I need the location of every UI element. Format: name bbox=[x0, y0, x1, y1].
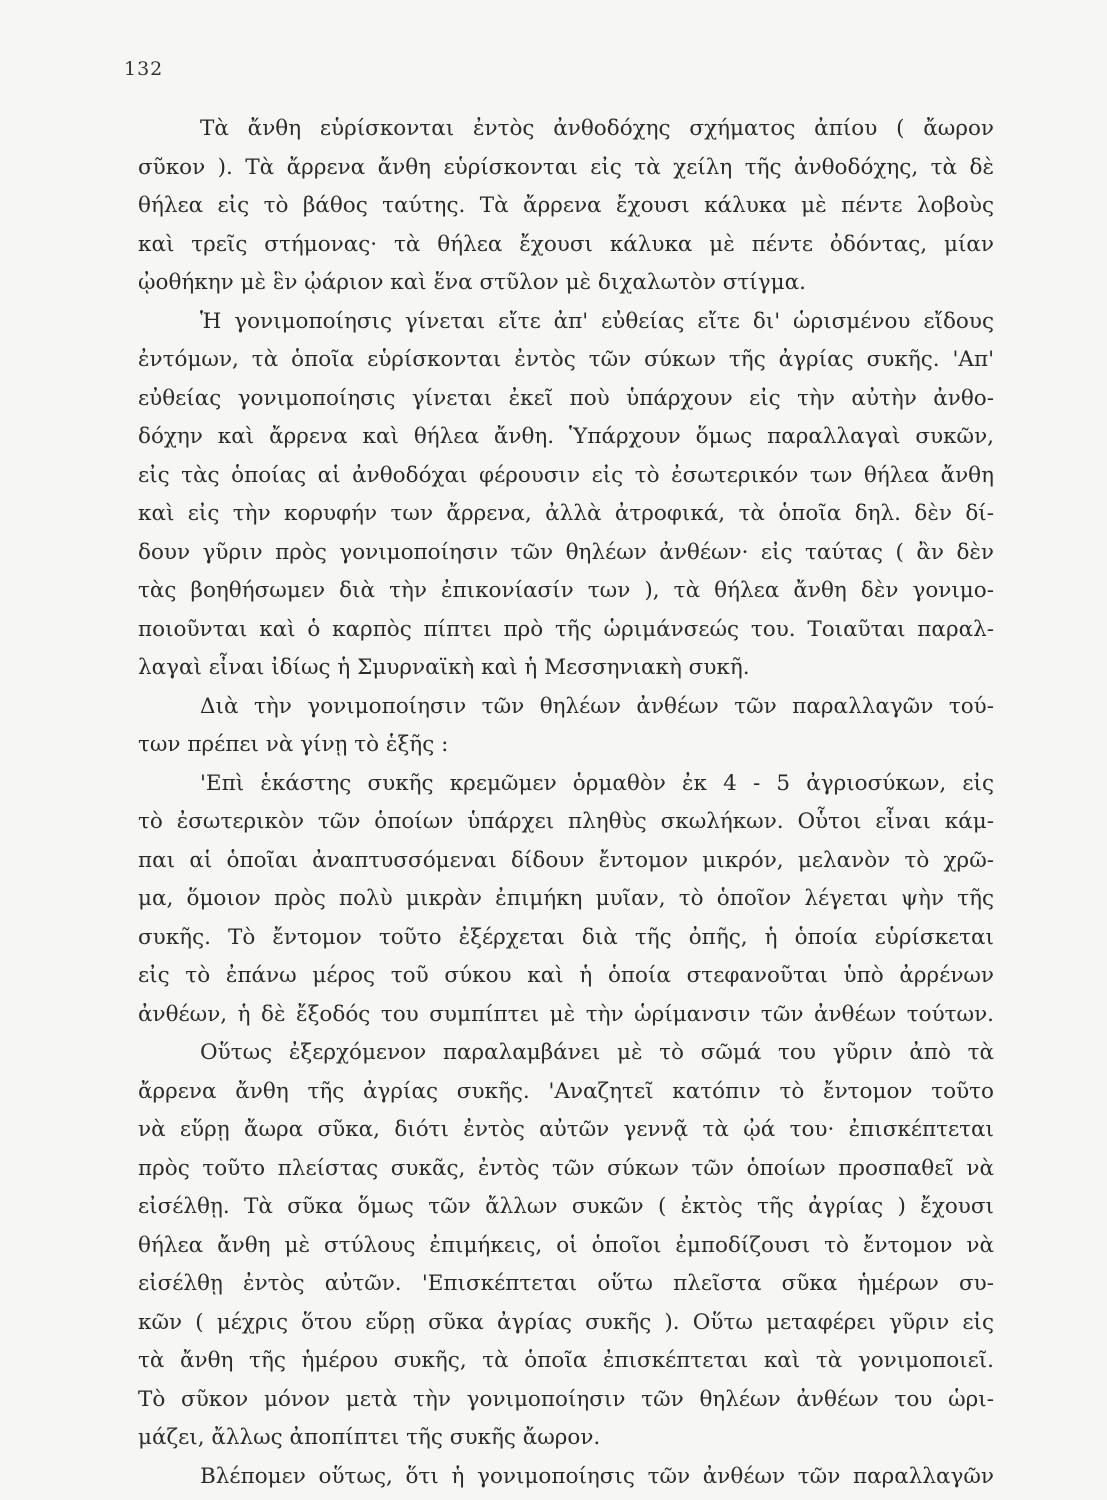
text-line: των πρέπει νὰ γίνῃ τὸ ἑξῆς : bbox=[138, 732, 449, 757]
text-line: ἐντόμων, τὰ ὁποῖα εὑρίσκονται ἐντὸς τῶν σύκων τῆς ἀγρίας συκῆς. 'Απ' bbox=[138, 347, 994, 372]
text-line: πρὸς τοῦτο πλείστας συκᾶς, ἐντὸς τῶν σύκων τῶν ὁποίων προσπαθεῖ νὰ bbox=[138, 1155, 994, 1181]
text-line: ᾠοθήκην μὲ ἓν ᾠάριον καὶ ἕνα στῦλον μὲ διχαλωτὸν στίγμα. bbox=[138, 270, 806, 295]
text-line: κῶν ( μέχρις ὅτου εὕρῃ σῦκα ἀγρίας συκῆς ). Οὕτω μεταφέρει γῦριν εἰς bbox=[138, 1309, 994, 1335]
text-line: εἰς τὰς ὁποίας αἱ ἀνθοδόχαι φέρουσιν εἰς τὸ ἐσωτερικόν των θήλεα ἄνθη bbox=[138, 462, 994, 488]
text-line: τὰς βοηθήσωμεν διὰ τὴν ἐπικονίασίν των ), τὰ θήλεα ἄνθη δὲν γονιμο- bbox=[138, 578, 994, 603]
text-line: μα, ὅμοιον πρὸς πολὺ μικρὰν ἐπιμήκη μυῖαν, τὸ ὁποῖον λέγεται ψὴν τῆς bbox=[138, 886, 994, 911]
text-line: Τὸ σῦκον μόνον μετὰ τὴν γονιμοποίησιν τῶν θηλέων ἀνθέων του ὡρι- bbox=[138, 1386, 994, 1412]
text-line: εὐθείας γονιμοποίησις γίνεται ἐκεῖ ποὺ ὑπάρχουν εἰς τὴν αὐτὴν ἀνθο- bbox=[138, 385, 994, 411]
text-line: νὰ εὕρῃ ἄωρα σῦκα, διότι ἐντὸς αὐτῶν γεννᾷ τὰ ᾠά του· ἐπισκέπτεται bbox=[138, 1117, 994, 1142]
text-line: ἀνθέων, ἡ δὲ ἔξοδός του συμπίπτει μὲ τὴν ὡρίμανσιν τῶν ἀνθέων τούτων. bbox=[138, 1001, 994, 1027]
text-line: θήλεα εἰς τὸ βάθος ταύτης. Τὰ ἄρρενα ἔχουσι κάλυκα μὲ πέντε λοβοὺς bbox=[138, 193, 994, 218]
text-line: τὰ ἄνθη τῆς ἡμέρου συκῆς, τὰ ὁποῖα ἐπισκέπτεται καὶ τὰ γονιμοποιεῖ. bbox=[138, 1348, 994, 1373]
text-line: μάζει, ἄλλως ἀποπίπτει τῆς συκῆς ἄωρον. bbox=[138, 1425, 601, 1450]
text-line: Τὰ ἄνθη εὑρίσκονται ἐντὸς ἀνθοδόχης σχήματος ἀπίου ( ἄωρον bbox=[200, 116, 994, 141]
text-line: παι αἱ ὁποῖαι ἀναπτυσσόμεναι δίδουν ἔντομον μικρόν, μελανὸν τὸ χρῶ- bbox=[138, 847, 994, 873]
text-line: λαγαὶ εἶναι ἰδίως ἡ Σμυρναϊκὴ καὶ ἡ Μεσσηνιακὴ συκῆ. bbox=[138, 655, 750, 680]
text-line: καὶ τρεῖς στήμονας· τὰ θήλεα ἔχουσι κάλυκα μὲ πέντε ὀδόντας, μίαν bbox=[138, 231, 994, 257]
text-line: 'Επὶ ἑκάστης συκῆς κρεμῶμεν ὁρμαθὸν ἐκ 4 - 5 ἀγριοσύκων, εἰς bbox=[200, 770, 994, 796]
text-line: ποιοῦνται καὶ ὁ καρπὸς πίπτει πρὸ τῆς ὡριμάνσεώς του. Τοιαῦται παραλ- bbox=[138, 616, 994, 642]
text-line: εἰσέλθῃ ἐντὸς αὐτῶν. 'Επισκέπτεται οὕτω πλεῖστα σῦκα ἡμέρων συ- bbox=[138, 1271, 994, 1296]
text-line: εἰσέλθῃ. Τὰ σῦκα ὅμως τῶν ἄλλων συκῶν ( ἐκτὸς τῆς ἀγρίας ) ἔχουσι bbox=[138, 1194, 994, 1219]
text-line: σῦκον ). Τὰ ἄρρενα ἄνθη εὑρίσκονται εἰς τὰ χείλη τῆς ἀνθοδόχης, τὰ δὲ bbox=[138, 154, 994, 180]
body-text bbox=[138, 110, 994, 1496]
text-line: Οὕτως ἐξερχόμενον παραλαμβάνει μὲ τὸ σῶμά του γῦριν ἀπὸ τὰ bbox=[200, 1040, 994, 1065]
text-line: Ἡ γονιμοποίησις γίνεται εἴτε ἀπ' εὐθείας εἴτε δι' ὡρισμένου εἴδους bbox=[200, 308, 994, 334]
text-line: συκῆς. Τὸ ἔντομον τοῦτο ἐξέρχεται διὰ τῆς ὀπῆς, ἡ ὁποία εὑρίσκεται bbox=[138, 924, 994, 950]
page-number: 132 bbox=[124, 58, 164, 80]
text-line: καὶ εἰς τὴν κορυφήν των ἄρρενα, ἀλλὰ ἀτροφικά, τὰ ὁποῖα δηλ. δὲν δί- bbox=[138, 501, 994, 526]
text-line: εἰς τὸ ἐπάνω μέρος τοῦ σύκου καὶ ἡ ὁποία στεφανοῦται ὑπὸ ἀρρένων bbox=[138, 963, 994, 988]
text-line: δουν γῦριν πρὸς γονιμοποίησιν τῶν θηλέων ἀνθέων· εἰς ταύτας ( ἂν δὲν bbox=[138, 539, 994, 565]
text-line: Βλέπομεν οὕτως, ὅτι ἡ γονιμοποίησις τῶν ἀνθέων τῶν παραλλαγῶν bbox=[200, 1463, 994, 1489]
text-line: Διὰ τὴν γονιμοποίησιν τῶν θηλέων ἀνθέων τῶν παραλλαγῶν τού- bbox=[200, 693, 994, 719]
text-line: θήλεα ἄνθη μὲ στύλους ἐπιμήκεις, οἱ ὁποῖοι ἐμποδίζουσι τὸ ἔντομον νὰ bbox=[138, 1232, 994, 1258]
text-line: ἄρρενα ἄνθη τῆς ἀγρίας συκῆς. 'Αναζητεῖ κατόπιν τὸ ἔντομον τοῦτο bbox=[138, 1078, 994, 1104]
text-line: δόχην καὶ ἄρρενα καὶ θήλεα ἄνθη. Ὑπάρχουν ὅμως παραλλαγαὶ συκῶν, bbox=[138, 424, 994, 449]
text-line: τὸ ἐσωτερικὸν τῶν ὁποίων ὑπάρχει πληθὺς σκωλήκων. Οὗτοι εἶναι κάμ- bbox=[138, 809, 994, 834]
